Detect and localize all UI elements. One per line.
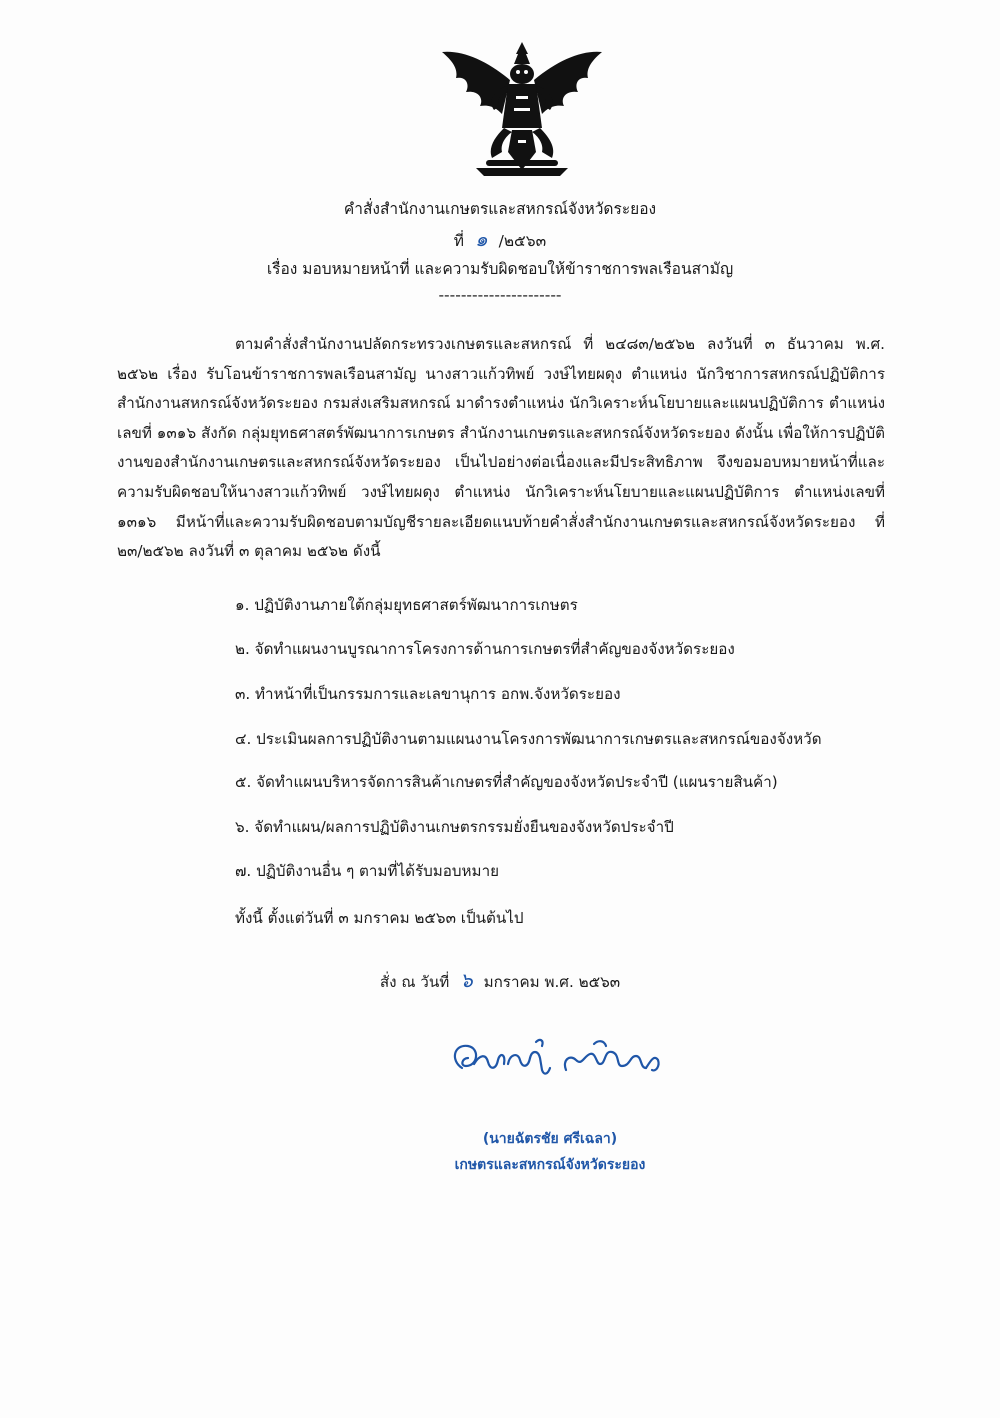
order-subject: เรื่อง มอบหมายหน้าที่ และความรับผิดชอบให้ข้าราชการพลเรือนสามัญ	[266, 260, 734, 278]
signer-position: เกษตรและสหกรณ์จังหวัดระยอง	[454, 1157, 646, 1173]
header-divider: ----------------------	[438, 286, 562, 304]
order-number-suffix: /๒๕๖๓	[498, 232, 547, 250]
order-number-prefix: ที่	[453, 232, 465, 250]
signing-date-suffix: มกราคม พ.ศ. ๒๕๖๓	[483, 973, 621, 991]
paragraph-text: ตามคำสั่งสำนักงานปลัดกระทรวงเกษตรและสหกรณ์ ที่ ๒๔๘๓/๒๕๖๒ ลงวันที่ ๓ ธันวาคม พ.ศ. ๒๕๖๒ เรื่อง รับโอนข้าราชการพลเรือนสามัญ นางสาวแก้วทิพย์ วงษ์ไทยผดุง ตำแหน่ง นักวิชาการสหกรณ์ปฏิบัติการ สำนักงานสหกรณ์จังหวัดระยอง กรมส่งเสริมสหกรณ์ มาดำรงตำแหน่ง นักวิเคราะห์นโยบายและแผนปฏิบัติการ ตำแหน่งเลขที่ ๑๓๑๖ สังกัด กลุ่มยุทธศาสตร์พัฒนาการเกษตร สำนักงานเกษตรและสหกรณ์จังหวัดระยอง ดังนั้น เพื่อให้การปฏิบัติงานของสำนักงานเกษตรและสหกรณ์จังหวัดระยอง เป็นไปอย่างต่อเนื่องและมีประสิทธิภาพ จึงขอมอบหมายหน้าที่และความรับผิดชอบให้นางสาวแก้วทิพย์ วงษ์ไทยผดุง ตำแหน่ง นักวิเคราะห์นโยบายและแผนปฏิบัติการ ตำแหน่งเลขที่ ๑๓๑๖ มีหน้าที่และความรับผิดชอบตามบัญชีรายละเอียดแนบท้ายคำสั่งสำนักงานเกษตรและสหกรณ์จังหวัดระยอง ที่ ๒๓/๒๕๖๒ ลงวันที่ ๓ ตุลาคม ๒๕๖๒ ดังนี้	[117, 335, 885, 561]
list-item: ๑. ปฏิบัติงานภายใต้กลุ่มยุทธศาสตร์พัฒนาการเกษตร	[235, 596, 578, 614]
effective-date: ทั้งนี้ ตั้งแต่วันที่ ๓ มกราคม ๒๕๖๓ เป็นต้นไป	[235, 909, 524, 927]
list-item: ๒. จัดทำแผนงานบูรณาการโครงการด้านการเกษตรที่สำคัญของจังหวัดระยอง	[235, 640, 735, 658]
order-number-handwritten: ๑	[474, 227, 488, 251]
list-item: ๖. จัดทำแผน/ผลการปฏิบัติงานเกษตรกรรมยั่งยืนของจังหวัดประจำปี	[235, 818, 674, 836]
garuda-emblem	[436, 40, 608, 180]
signing-date	[0, 964, 1000, 996]
body-paragraph	[117, 330, 885, 567]
handwritten-signature	[444, 1030, 674, 1092]
signing-date-prefix: สั่ง ณ วันที่	[379, 973, 450, 991]
list-item: ๕. จัดทำแผนบริหารจัดการสินค้าเกษตรที่สำคัญของจังหวัดประจำปี (แผนรายสินค้า)	[235, 773, 778, 791]
list-item: ๗. ปฏิบัติงานอื่น ๆ ตามที่ได้รับมอบหมาย	[235, 862, 499, 880]
list-item: ๓. ทำหน้าที่เป็นกรรมการและเลขานุการ อกพ.จังหวัดระยอง	[235, 685, 621, 703]
signing-day-handwritten: ๖	[460, 968, 473, 992]
list-item: ๔. ประเมินผลการปฏิบัติงานตามแผนงานโครงการพัฒนาการเกษตรและสหกรณ์ของจังหวัด	[235, 730, 822, 748]
signer-name: (นายฉัตรชัย ศรีเฉลา)	[482, 1131, 618, 1147]
order-title: คำสั่งสำนักงานเกษตรและสหกรณ์จังหวัดระยอง	[343, 200, 657, 218]
order-number	[0, 228, 1000, 252]
